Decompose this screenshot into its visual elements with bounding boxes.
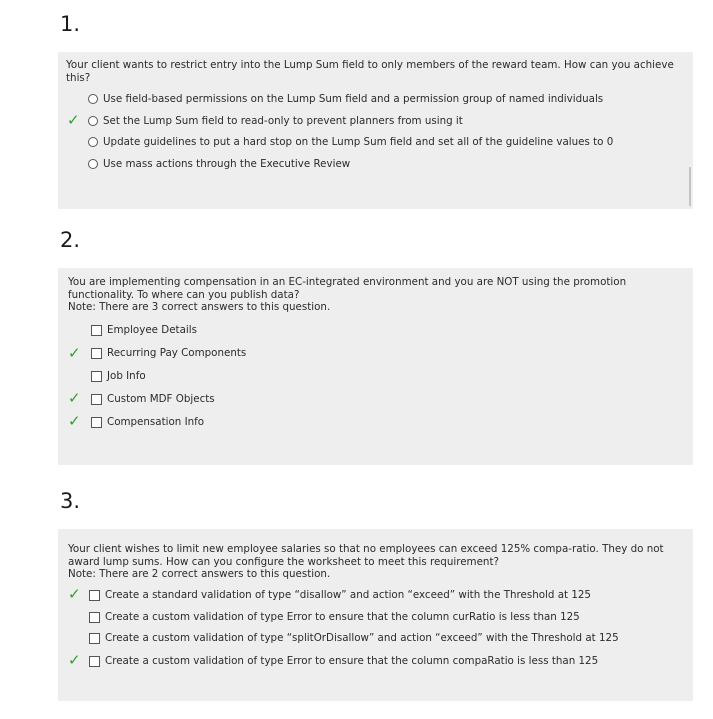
- radio-button[interactable]: [88, 159, 98, 169]
- option-label: Set the Lump Sum field to read-only to prevent planners from using it: [103, 115, 463, 127]
- checkbox[interactable]: [89, 590, 100, 601]
- checkbox[interactable]: [89, 656, 100, 667]
- question-text-2: [68, 276, 690, 314]
- option-label: Recurring Pay Components: [107, 347, 247, 359]
- option-label: Employee Details: [107, 324, 197, 336]
- option-3-1[interactable]: [89, 589, 591, 601]
- option-1-3[interactable]: [88, 136, 613, 148]
- option-3-2[interactable]: [89, 611, 580, 623]
- option-label: Update guidelines to put a hard stop on the Lump Sum field and set all of the guideline values to 0: [103, 136, 614, 148]
- question-text-line: award lump sums. How can you configure the worksheet to meet this requirement?: [68, 555, 499, 568]
- correct-check-icon: ✓: [67, 111, 80, 129]
- question-number-1: 1.: [60, 12, 81, 36]
- option-2-2[interactable]: [91, 347, 246, 359]
- scrollbar[interactable]: [689, 167, 691, 206]
- option-label: Job Info: [107, 370, 146, 382]
- option-label: Create a custom validation of type “splitOrDisallow” and action “exceed” with the Threshold at 125: [105, 632, 619, 644]
- option-3-3[interactable]: [89, 632, 619, 644]
- option-2-4[interactable]: [91, 393, 215, 405]
- radio-button[interactable]: [88, 137, 98, 147]
- checkbox[interactable]: [91, 394, 102, 405]
- correct-check-icon: ✓: [68, 412, 81, 430]
- question-text-line: functionality. To where can you publish data?: [68, 288, 300, 301]
- question-text-3: [68, 543, 690, 581]
- option-2-5[interactable]: [91, 416, 204, 428]
- checkbox[interactable]: [91, 348, 102, 359]
- correct-check-icon: ✓: [68, 651, 81, 669]
- question-text-line: Your client wishes to limit new employee salaries so that no employees can exceed 125% compa-ratio. They do not: [68, 543, 664, 555]
- correct-check-icon: ✓: [68, 344, 81, 362]
- checkbox[interactable]: [91, 371, 102, 382]
- option-label: Create a custom validation of type Error to ensure that the column compaRatio is less than 125: [105, 655, 599, 667]
- question-note: Note: There are 2 correct answers to this question.: [68, 568, 331, 580]
- option-label: Use field-based permissions on the Lump Sum field and a permission group of named individuals: [103, 93, 604, 105]
- option-2-3[interactable]: [91, 370, 146, 382]
- checkbox[interactable]: [91, 325, 102, 336]
- checkbox[interactable]: [89, 612, 100, 623]
- option-3-4[interactable]: [89, 655, 598, 667]
- checkbox[interactable]: [91, 417, 102, 428]
- option-label: Create a custom validation of type Error to ensure that the column curRatio is less than 125: [105, 611, 580, 623]
- correct-check-icon: ✓: [68, 389, 81, 407]
- question-panel-1: [58, 52, 693, 209]
- radio-button[interactable]: [88, 116, 98, 126]
- question-panel-3: [58, 529, 693, 701]
- question-text-1: Your client wants to restrict entry into the Lump Sum field to only members of the reward team. How can you achieve this?: [66, 59, 674, 84]
- question-text-line: You are implementing compensation in an EC-integrated environment and you are NOT using the promotion: [68, 276, 627, 288]
- correct-check-icon: ✓: [68, 585, 81, 603]
- option-label: Custom MDF Objects: [107, 393, 215, 405]
- radio-button[interactable]: [88, 94, 98, 104]
- checkbox[interactable]: [89, 633, 100, 644]
- question-panel-2: [58, 268, 693, 465]
- option-label: Create a standard validation of type “disallow” and action “exceed” with the Threshold at 125: [105, 589, 591, 601]
- question-note: Note: There are 3 correct answers to this question.: [68, 301, 331, 313]
- option-1-1[interactable]: [88, 93, 603, 105]
- option-label: Compensation Info: [107, 416, 205, 428]
- option-1-2[interactable]: [88, 115, 463, 127]
- option-label: Use mass actions through the Executive Review: [103, 158, 351, 170]
- option-1-4[interactable]: [88, 158, 350, 170]
- option-2-1[interactable]: [91, 324, 197, 336]
- question-number-2: 2.: [60, 228, 81, 252]
- question-number-3: 3.: [60, 489, 81, 513]
